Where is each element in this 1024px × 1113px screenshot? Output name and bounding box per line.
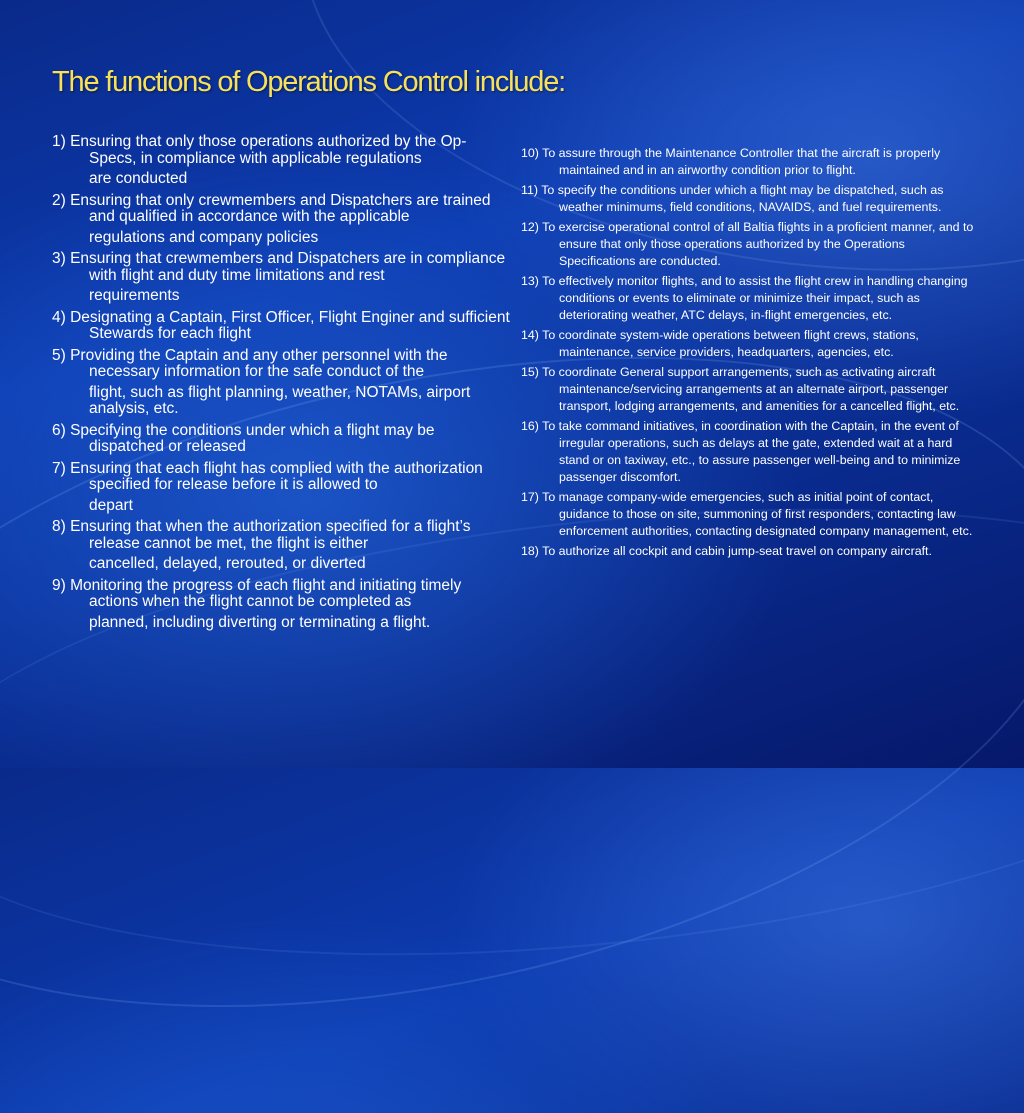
list-item-text: 7) Ensuring that each flight has complied with the authorization specified for release before it is allowed to (52, 459, 483, 493)
list-item-continuation: cancelled, delayed, rerouted, or diverted (89, 555, 366, 572)
list-item: 11) To specify the conditions under which a flight may be dispatched, such as weather minimums, field conditions, NAVAIDS, and fuel requirements. (521, 183, 944, 214)
list-item (52, 193, 510, 247)
list-item-continuation: regulations and company policies (89, 228, 319, 246)
left-column-list (52, 134, 510, 636)
list-item (52, 578, 510, 632)
list-item: 13) To effectively monitor flights, and to assist the flight crew in handling changing conditions or events to eliminate or minimize their impact, such as deteriorating weather, ATC delays, in-flight emergencies, etc. (521, 274, 968, 322)
list-item-text: 9) Monitoring the progress of each flight and initiating timely actions when the flight cannot be completed as (52, 576, 462, 610)
list-item (52, 134, 510, 188)
list-item-continuation: are conducted (89, 170, 188, 187)
list-item: 15) To coordinate General support arrangements, such as activating aircraft maintenance/servicing arrangements at an alternate airport, passenger transport, lodging arrangements, and amenities for a cancelled flight, etc. (521, 365, 960, 413)
list-item (52, 519, 510, 573)
list-item-text: 1) Ensuring that only those operations authorized by the Op-Specs, in compliance with applicable regulations (52, 133, 467, 167)
list-item-continuation: planned, including diverting or terminating a flight. (89, 613, 431, 631)
list-item-text: 3) Ensuring that crewmembers and Dispatchers are in compliance with flight and duty time limitations and rest (52, 250, 506, 284)
list-item-text: 2) Ensuring that only crewmembers and Dispatchers are trained and qualified in accordance with the applicable (52, 191, 491, 225)
list-item: 17) To manage company-wide emergencies, such as initial point of contact, guidance to those on site, summoning of first responders, contacting law enforcement authorities, contacting designated company management, etc. (521, 490, 973, 538)
list-item-text: 8) Ensuring that when the authorization specified for a flight’s release cannot be met, the flight is either (52, 518, 471, 552)
list-item (52, 251, 510, 305)
list-item: 16) To take command initiatives, in coordination with the Captain, in the event of irregular operations, such as delays at the gate, extended wait at a hard stand or on taxiway, etc., to assure passenger well-being and to minimize passenger discomfort. (521, 419, 961, 484)
list-item: 10) To assure through the Maintenance Controller that the aircraft is properly maintained and in an airworthy condition prior to flight. (521, 146, 941, 177)
list-item (52, 348, 510, 418)
list-item-text: 4) Designating a Captain, First Officer, Flight Enginer and sufficient Stewards for each flight (52, 308, 510, 342)
list-item-continuation: depart (89, 496, 133, 514)
list-item (52, 461, 510, 515)
list-item-continuation: flight, such as flight planning, weather, NOTAMs, airport analysis, etc. (89, 383, 471, 417)
list-item (52, 310, 510, 343)
list-item (52, 423, 510, 456)
list-item: 14) To coordinate system-wide operations between flight crews, stations, maintenance, service providers, headquarters, agencies, etc. (521, 328, 919, 359)
slide-title: The functions of Operations Control include: (52, 66, 566, 98)
list-item: 12) To exercise operational control of all Baltia flights in a proficient manner, and to ensure that only those operations authorized by the Operations Specifications are conducted. (521, 220, 974, 268)
list-item-text: 5) Providing the Captain and any other personnel with the necessary information for the safe conduct of the (52, 346, 448, 380)
right-column-list (521, 145, 981, 563)
list-item-continuation: requirements (89, 287, 180, 304)
list-item: 18) To authorize all cockpit and cabin jump-seat travel on company aircraft. (521, 544, 932, 558)
list-item-text: 6) Specifying the conditions under which a flight may be dispatched or released (52, 421, 435, 455)
